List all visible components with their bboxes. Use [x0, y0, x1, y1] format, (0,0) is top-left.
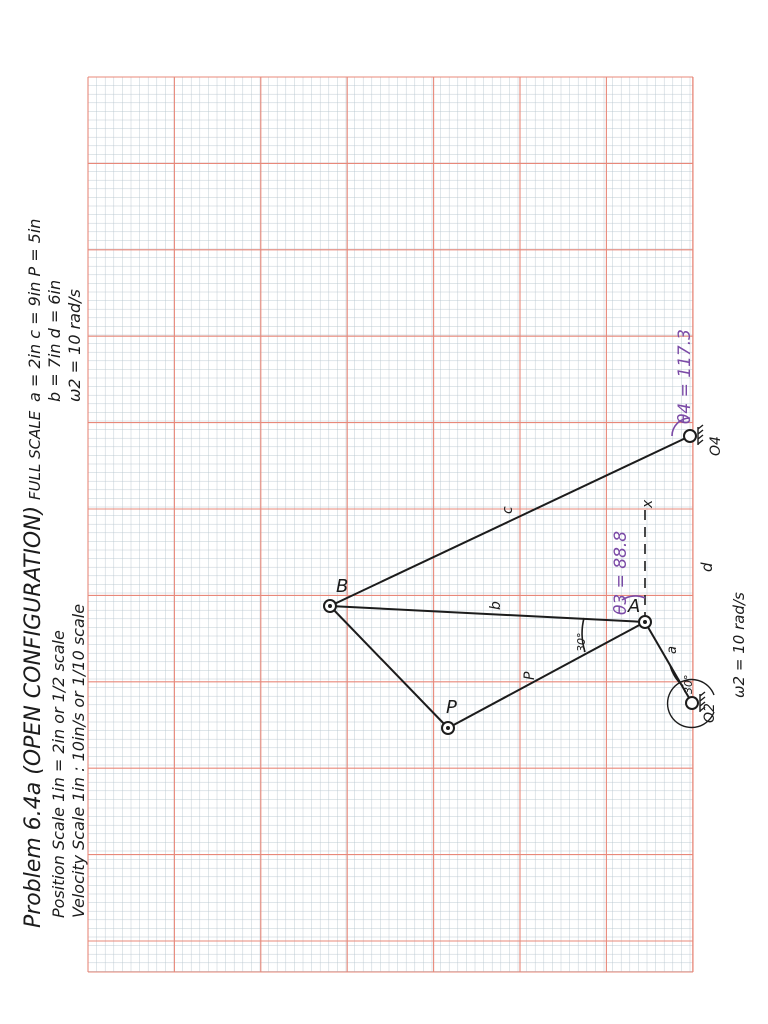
joint-a-dot: [643, 620, 647, 624]
velocity-scale: Velocity Scale 1in : 10in/s or 1/10 scale: [69, 603, 88, 918]
label-point-p: P: [446, 697, 457, 718]
label-theta4: θ4 = 117.3: [675, 329, 695, 424]
label-point-a: A: [628, 596, 641, 617]
givens-line-2: b = 7in d = 6in: [45, 279, 64, 402]
label-pivot-o2: O2: [702, 703, 718, 723]
label-link-p: P: [522, 671, 538, 680]
givens-line-3: ω2 = 10 rad/s: [65, 289, 84, 402]
label-omega2: ω2 = 10 rad/s: [730, 592, 748, 698]
label-link-a: a: [665, 646, 680, 654]
label-theta3: θ3 = 88.8: [611, 530, 631, 615]
label-angle-bap: 30°: [575, 632, 588, 652]
joint-b-dot: [328, 604, 332, 608]
label-ground-d: d: [698, 562, 716, 572]
full-scale-note: [26, 410, 44, 500]
label-point-b: B: [336, 576, 349, 597]
label-x-axis: x: [640, 499, 656, 508]
joint-p-dot: [446, 726, 450, 730]
givens-line-1: a = 2in c = 9in P = 5in: [25, 218, 44, 402]
pivot-o2: [686, 697, 698, 709]
label-pivot-o4: O4: [708, 436, 724, 456]
problem-title: Problem 6.4a (OPEN CONFIGURATION): [21, 505, 46, 928]
position-scale: Position Scale 1in = 2in or 1/2 scale: [49, 630, 68, 918]
full-scale-label: FULL SCALE: [26, 410, 44, 500]
label-angle-crank: 30°: [682, 674, 695, 694]
label-link-b: b: [488, 601, 504, 610]
pivot-o4: [684, 430, 696, 442]
label-link-c: c: [500, 506, 516, 514]
